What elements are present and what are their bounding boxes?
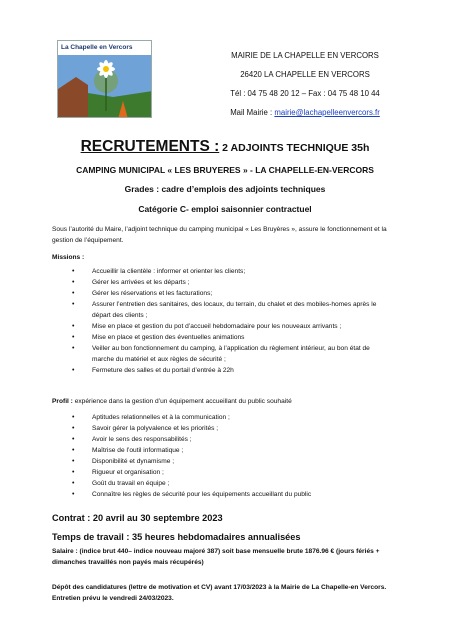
list-item: • Gérer les réservations et les facturations; xyxy=(72,288,392,299)
mairie-mail-label: Mail Mairie : xyxy=(230,108,275,117)
logo-illustration xyxy=(58,41,152,118)
mairie-name: MAIRIE DE LA CHAPELLE EN VERCORS xyxy=(231,51,379,60)
list-item: • Veiller au bon fonctionnement du camping, à l’application du règlement intérieur, au bon état de marche du matériel et aux règles de sécurité ; xyxy=(72,343,392,365)
list-item: • Fermeture des salles et du portail d’entrée à 22h xyxy=(72,365,392,376)
list-item: • Avoir le sens des responsabilités ; xyxy=(72,434,392,445)
list-item: • Assurer l’entretien des sanitaires, des locaux, du terrain, du chalet et des mobiles-homes après le départ des clients ; xyxy=(72,299,392,321)
missions-list xyxy=(72,266,392,376)
list-item: • Savoir gérer la polyvalence et les priorités ; xyxy=(72,423,392,434)
profil-paragraph xyxy=(52,396,392,407)
temps-heading: Temps de travail : 35 heures hebdomadaires annualisées xyxy=(52,532,301,542)
list-item: • Rigueur et organisation ; xyxy=(72,467,392,478)
list-item: • Aptitudes relationnelles et à la communication ; xyxy=(72,412,392,423)
title-main: RECRUTEMENTS : xyxy=(80,138,220,155)
camping-heading: CAMPING MUNICIPAL « LES BRUYERES » - LA CHAPELLE-EN-VERCORS xyxy=(76,165,374,175)
list-item: • Accueillir la clientèle : informer et orienter les clients; xyxy=(72,266,392,277)
logo xyxy=(57,40,152,118)
mairie-mail-link[interactable]: mairie@lachapelleenvercors.fr xyxy=(274,108,380,117)
logo-text: La Chapelle en Vercors xyxy=(61,44,133,51)
list-item: • Goût du travail en équipe ; xyxy=(72,478,392,489)
mairie-phone: Tél : 04 75 48 20 12 – Fax : 04 75 48 10 44 xyxy=(230,89,380,98)
categorie-heading: Catégorie C- emploi saisonnier contractuel xyxy=(138,204,312,214)
contrat-heading: Contrat : 20 avril au 30 septembre 2023 xyxy=(52,513,223,523)
profil-label: Profil : xyxy=(52,398,73,405)
list-item: • Disponibilité et dynamisme ; xyxy=(72,456,392,467)
missions-label: Missions : xyxy=(52,254,85,261)
salaire-label: Salaire : xyxy=(52,548,78,555)
mairie-contact-block xyxy=(205,50,405,126)
page-title xyxy=(0,138,450,156)
salaire-text: (indice brut 440– indice nouveau majoré 387) soit base mensuelle brute 1876.96 € (jours fériés + dimanches travaillés non payés mais récupérés) xyxy=(52,548,380,566)
list-item: • Gérer les arrivées et les départs ; xyxy=(72,277,392,288)
grades-heading: Grades : cadre d’emplois des adjoints techniques xyxy=(124,184,326,194)
intro-paragraph: Sous l’autorité du Maire, l’adjoint technique du camping municipal « Les Bruyères », assure le fonctionnement et la gestion de l’équipement. xyxy=(52,226,387,244)
list-item: • Mise en place et gestion des éventuelles animations xyxy=(72,332,392,343)
profil-text: expérience dans la gestion d’un équipement accueillant du public souhaité xyxy=(72,398,292,405)
salaire-paragraph xyxy=(52,546,392,568)
list-item: • Maîtrise de l’outil informatique ; xyxy=(72,445,392,456)
mairie-address: 26420 LA CHAPELLE EN VERCORS xyxy=(240,70,370,79)
depot-paragraph: Dépôt des candidatures (lettre de motivation et CV) avant 17/03/2023 à la Mairie de La Chapelle-en Vercors. Entretien prévu le vendredi 24/03/2023. xyxy=(52,584,387,602)
list-item: • Mise en place et gestion du pot d’accueil hebdomadaire pour les nouveaux arrivants ; xyxy=(72,321,392,332)
profil-list xyxy=(72,412,392,500)
list-item: • Connaître les règles de sécurité pour les équipements accueillant du public xyxy=(72,489,392,500)
mairie-mail-line xyxy=(205,107,405,126)
title-sub: 2 ADJOINTS TECHNIQUE 35h xyxy=(219,142,370,154)
